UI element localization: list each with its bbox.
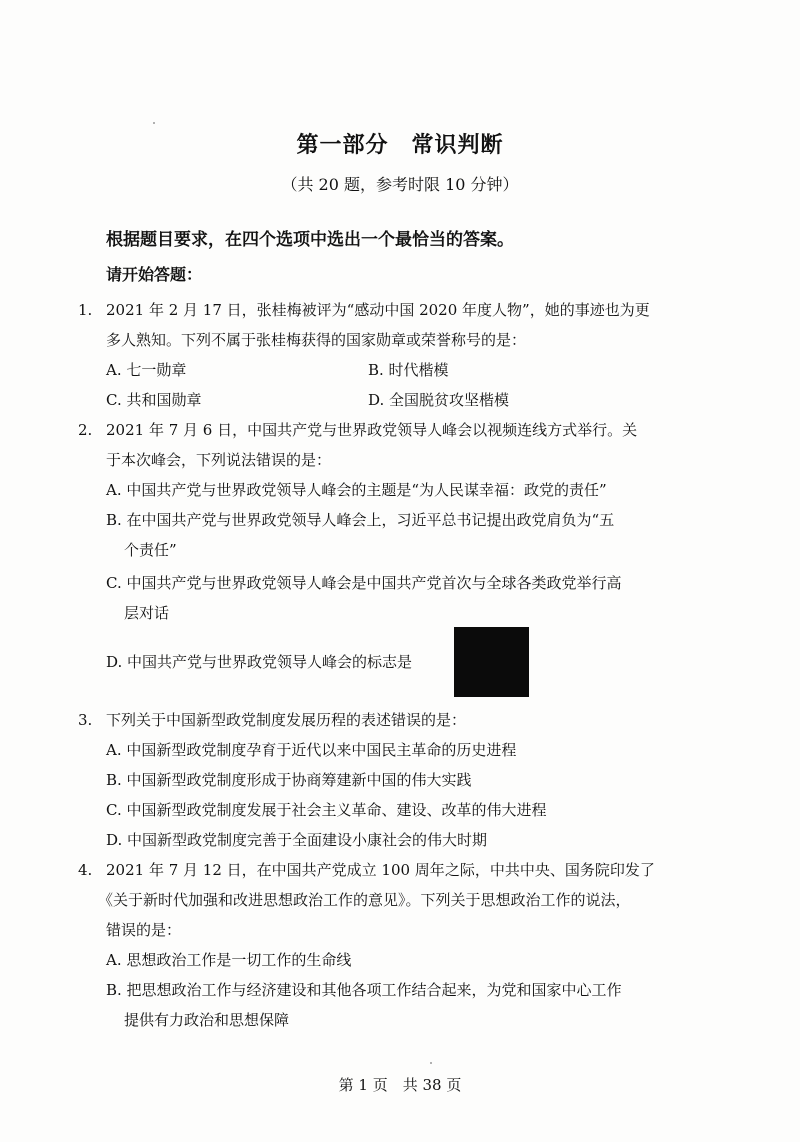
- question-2-stem-line-1: 2021 年 7 月 6 日，中国共产党与世界政党领导人峰会以视频连线方式举行。关: [106, 421, 638, 439]
- question-4-option-a: A. 思想政治工作是一切工作的生命线: [106, 951, 352, 969]
- question-2-option-a: A. 中国共产党与世界政党领导人峰会的主题是“为人民谋幸福：政党的责任”: [106, 481, 607, 499]
- question-3-option-b: B. 中国新型政党制度形成于协商筹建新中国的伟大实践: [106, 771, 472, 789]
- question-2-option-b-line-2: 个责任”: [124, 541, 177, 559]
- question-2-option-b-line-1: B. 在中国共产党与世界政党领导人峰会上，习近平总书记提出政党肩负为“五: [106, 511, 615, 529]
- question-4-option-b-line-1: B. 把思想政治工作与经济建设和其他各项工作结合起来，为党和国家中心工作: [106, 981, 622, 999]
- page-footer: 第 1 页 共 38 页: [338, 1076, 462, 1094]
- page-subtitle: （共 20 题，参考时限 10 分钟）: [281, 175, 519, 194]
- question-3-option-c: C. 中国新型政党制度发展于社会主义革命、建设、改革的伟大进程: [106, 801, 547, 819]
- question-1-option-d: D. 全国脱贫攻坚楷模: [368, 391, 510, 409]
- scan-speck: [153, 122, 155, 124]
- question-2-option-d: D. 中国共产党与世界政党领导人峰会的标志是: [106, 653, 413, 671]
- question-2-option-c-line-1: C. 中国共产党与世界政党领导人峰会是中国共产党首次与全球各类政党举行高: [106, 574, 622, 592]
- page-title: 第一部分 常识判断: [296, 133, 504, 158]
- question-2-option-c-line-2: 层对话: [124, 604, 170, 622]
- question-4-stem-line-3: 错误的是：: [106, 921, 182, 939]
- scan-speck: [430, 1062, 432, 1064]
- question-1-stem-line-2: 多人熟知。下列不属于张桂梅获得的国家勋章或荣誉称号的是：: [106, 331, 527, 349]
- question-2-stem-line-2: 于本次峰会，下列说法错误的是：: [106, 451, 332, 469]
- start-prompt: 请开始答题：: [106, 265, 203, 284]
- question-3-stem: 下列关于中国新型政党制度发展历程的表述错误的是：: [106, 711, 467, 729]
- question-1-stem-line-1: 2021 年 2 月 17 日，张桂梅被评为“感动中国 2020 年度人物”，她的事迹也为更: [106, 301, 650, 319]
- question-1-option-c: C. 共和国勋章: [106, 391, 202, 409]
- summit-logo-image: [454, 627, 529, 697]
- question-4-number: 4.: [78, 861, 93, 879]
- question-3-option-a: A. 中国新型政党制度孕育于近代以来中国民主革命的历史进程: [106, 741, 517, 759]
- question-2-number: 2.: [78, 421, 93, 439]
- question-1-option-a: A. 七一勋章: [106, 361, 187, 379]
- instruction-text: 根据题目要求，在四个选项中选出一个最恰当的答案。: [106, 230, 514, 250]
- question-4-stem-line-2: 《关于新时代加强和改进思想政治工作的意见》。下列关于思想政治工作的说法，: [98, 891, 631, 909]
- question-4-option-b-line-2: 提供有力政治和思想保障: [124, 1011, 290, 1029]
- question-4-stem-line-1: 2021 年 7 月 12 日，在中国共产党成立 100 周年之际，中共中央、国务院印发了: [106, 861, 655, 879]
- question-3-option-d: D. 中国新型政党制度完善于全面建设小康社会的伟大时期: [106, 831, 488, 849]
- question-1-option-b: B. 时代楷模: [368, 361, 449, 379]
- question-3-number: 3.: [78, 711, 93, 729]
- question-1-number: 1.: [78, 301, 93, 319]
